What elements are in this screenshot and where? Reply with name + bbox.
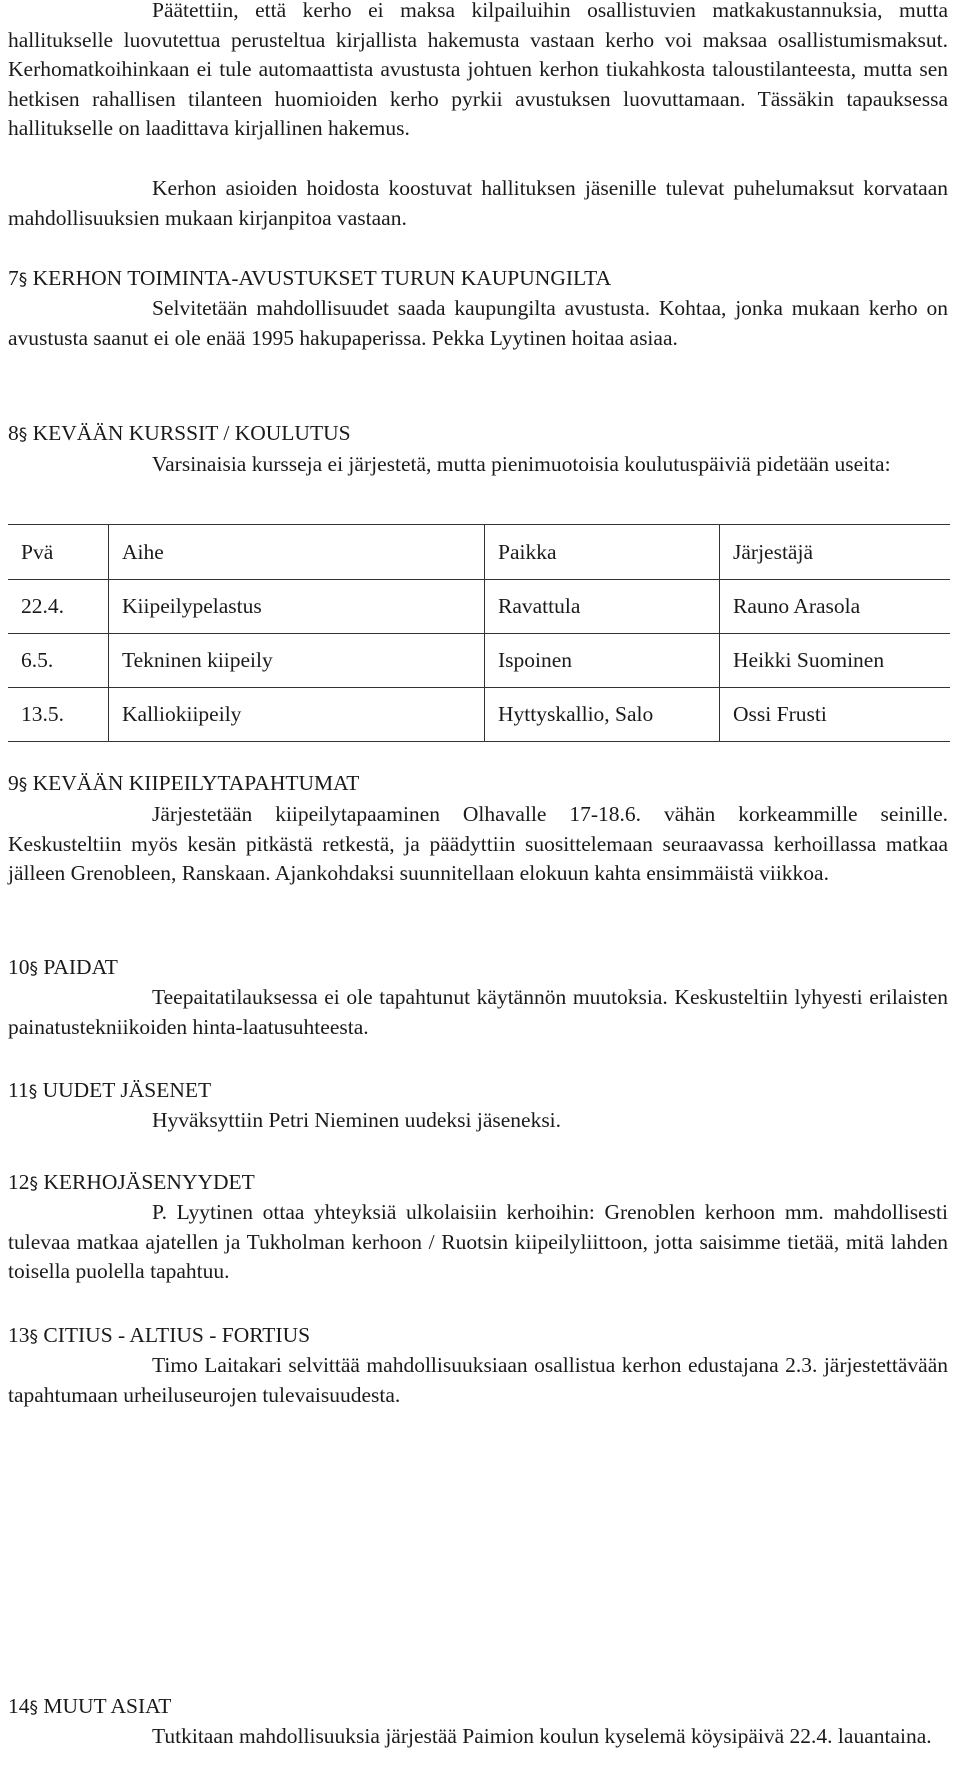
cell-place: Ispoinen [485, 634, 720, 688]
section-heading-9: 9§ KEVÄÄN KIIPEILYTAPAHTUMAT [8, 771, 360, 795]
column-header-topic: Aihe [109, 525, 485, 580]
cell-place: Ravattula [485, 580, 720, 634]
section-sign: § [29, 959, 38, 979]
section-sign: § [18, 425, 28, 445]
cell-place: Hyttyskallio, Salo [485, 688, 720, 742]
column-header-place: Paikka [485, 525, 720, 580]
paragraph-text: Päätettiin, että kerho ei maksa kilpailuihin osallistuvien matkakustannuksia, mutta hallitukselle luovutettua perusteltua kirjallista hakemusta vastaan kerho voi maksaa osallistumismaksut. Kerhomatkoihinkaan ei tule automaattista avustusta johtuen kerhon tiukahkosta taloustilanteesta, mutta sen hetkisen rahallisen tilanteen huomioiden kerho pyrkii avustuksen luovuttamaan. Tässäkin tapauksessa hallitukselle on laadittava kirjallinen hakemus. [8, 0, 948, 141]
section-text-10: Teepaitatilauksessa ei ole tapahtunut käytännön muutoksia. Keskusteltiin lyhyesti erilaisten painatustekniikoiden hinta-laatusuhteesta. [8, 985, 948, 1039]
cell-date: 22.4. [8, 580, 109, 634]
cell-organizer: Ossi Frusti [720, 688, 951, 742]
section-sign: § [29, 1174, 38, 1194]
section-sign: § [29, 1698, 38, 1718]
section-sign: § [29, 1327, 38, 1347]
cell-date: 13.5. [8, 688, 109, 742]
table-row [8, 688, 950, 742]
cell-topic: Tekninen kiipeily [109, 634, 485, 688]
section-text-13: Timo Laitakari selvittää mahdollisuuksiaan osallistua kerhon edustajana 2.3. järjestettävään tapahtumaan urheiluseurojen tulevaisuudesta. [8, 1353, 948, 1407]
cell-topic: Kalliokiipeily [109, 688, 485, 742]
section-text-7: Selvitetään mahdollisuudet saada kaupungilta avustusta. Kohtaa, jonka mukaan kerho on avustusta saanut ei ole enää 1995 hakupaperissa. Pekka Lyytinen hoitaa asiaa. [8, 296, 948, 350]
paragraph-competition-costs [8, 0, 948, 144]
paragraph-phone-costs [8, 174, 948, 233]
section-title: KERHON TOIMINTA-AVUSTUKSET TURUN KAUPUNGILTA [32, 266, 612, 290]
section-title: UUDET JÄSENET [42, 1078, 212, 1102]
section-text-9: Järjestetään kiipeilytapaaminen Olhavalle 17-18.6. vähän korkeammille seinille. Keskusteltiin myös kesän pitkästä retkestä, ja päädyttiin suosittelemaan seuraavassa kerhoillassa matkaa jälleen Grenobleen, Ranskaan. Ajankohdaksi suunnitellaan elokuun kahta ensimmäistä viikkoa. [8, 802, 948, 886]
column-header-date: Pvä [8, 525, 109, 580]
section-heading-10: 10§ PAIDAT [8, 955, 118, 979]
paragraph-text: Kerhon asioiden hoidosta koostuvat hallituksen jäsenille tulevat puhelumaksut korvataan mahdollisuuksien mukaan kirjanpitoa vastaan. [8, 176, 948, 230]
table-row [8, 634, 950, 688]
section-text-11: Hyväksyttiin Petri Nieminen uudeksi jäseneksi. [152, 1108, 562, 1132]
section-heading-14: 14§ MUUT ASIAT [8, 1694, 172, 1718]
cell-date: 6.5. [8, 634, 109, 688]
column-header-organizer: Järjestäjä [720, 525, 951, 580]
section-title: MUUT ASIAT [43, 1694, 172, 1718]
section-title: KEVÄÄN KIIPEILYTAPAHTUMAT [32, 771, 360, 795]
section-sign: § [18, 775, 28, 795]
training-table [8, 524, 950, 742]
table-header-row [8, 525, 950, 580]
section-sign: § [28, 1082, 38, 1102]
section-text-14: Tutkitaan mahdollisuuksia järjestää Paimion koulun kyselemä köysipäivä 22.4. lauantaina. [152, 1724, 932, 1748]
section-title: PAIDAT [43, 955, 118, 979]
section-text-12: P. Lyytinen ottaa yhteyksiä ulkolaisiin kerhoihin: Grenoblen kerhoon mm. mahdollisesti tulevaa matkaa ajatellen ja Tukholman kerhoon / Ruotsin kiipeilyliittoon, jotta saisimme tietää, mitä lahden toisella puolella tapahtuu. [8, 1200, 948, 1284]
section-title: KERHOJÄSENYYDET [43, 1170, 255, 1194]
section-heading-12: 12§ KERHOJÄSENYYDET [8, 1170, 255, 1194]
section-heading-7: 7§ KERHON TOIMINTA-AVUSTUKSET TURUN KAUPUNGILTA [8, 266, 612, 290]
table-row [8, 580, 950, 634]
section-text-8: Varsinaisia kursseja ei järjestetä, mutta pienimuotoisia koulutuspäiviä pidetään useita: [152, 452, 891, 476]
cell-organizer: Rauno Arasola [720, 580, 951, 634]
cell-organizer: Heikki Suominen [720, 634, 951, 688]
section-title: CITIUS - ALTIUS - FORTIUS [43, 1323, 311, 1347]
section-sign: § [18, 270, 28, 290]
cell-topic: Kiipeilypelastus [109, 580, 485, 634]
section-heading-13: 13§ CITIUS - ALTIUS - FORTIUS [8, 1323, 311, 1347]
section-title: KEVÄÄN KURSSIT / KOULUTUS [32, 421, 351, 445]
section-heading-11: 11§ UUDET JÄSENET [8, 1078, 212, 1102]
section-heading-8: 8§ KEVÄÄN KURSSIT / KOULUTUS [8, 421, 351, 445]
